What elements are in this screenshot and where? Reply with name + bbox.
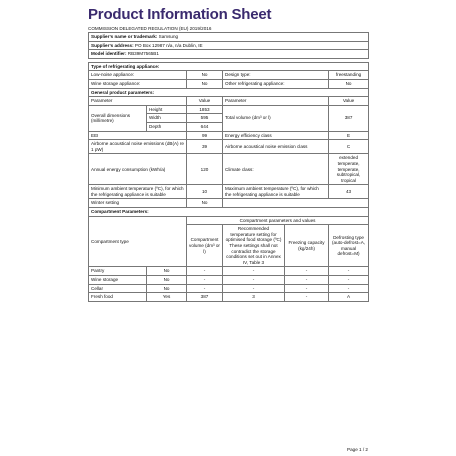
info-table	[88, 32, 369, 302]
noise-row	[89, 140, 369, 154]
wine-storage-value: No	[187, 79, 223, 88]
compartment-defrost: -	[329, 284, 369, 293]
compartment-defrost: -	[329, 276, 369, 285]
supplier-name-label: Supplier’s name or trademark:	[91, 34, 158, 39]
value-header: Value	[187, 97, 223, 106]
parameter-header-2: Parameter	[223, 97, 329, 106]
annual-energy-row	[89, 154, 369, 185]
width-label: Width	[147, 114, 187, 123]
other-appliance-label: Other refrigerating appliance:	[223, 79, 329, 88]
min-temp-value: 10	[187, 185, 223, 199]
energy-class-label: Energy efficiency class	[223, 131, 329, 140]
table-row	[89, 276, 369, 285]
compartment-volume: -	[187, 284, 223, 293]
eei-label: EEI	[89, 131, 187, 140]
height-row	[89, 105, 369, 114]
eei-value: 99	[187, 131, 223, 140]
compartment-temp: -	[223, 276, 285, 285]
compartment-group-row	[89, 216, 369, 225]
general-heading: General product parameters:	[89, 88, 369, 97]
noise-label: Airborne acoustical noise emissions (dB(A) re 1 pW)	[89, 140, 187, 154]
compartment-name: Pantry	[89, 267, 147, 276]
table-row	[89, 293, 369, 302]
noise-value: 39	[187, 140, 223, 154]
model-identifier-row	[89, 50, 369, 59]
recommended-temp-header: Recommended temperature setting for optimised food storage (ºC) These settings shall not contradict the storage conditions set out in Annex IV, Table 3	[223, 225, 285, 267]
page-title: Product Information Sheet	[88, 6, 272, 23]
empty-cell	[223, 199, 369, 208]
page-number: Page 1 / 2	[347, 447, 368, 452]
value-header-2: Value	[329, 97, 369, 106]
compartment-present: No	[147, 276, 187, 285]
type-heading: Type of refrigerating appliance:	[89, 62, 369, 71]
compartment-name: Fresh food	[89, 293, 147, 302]
compartment-present: No	[147, 284, 187, 293]
supplier-name-value: Samsung	[158, 34, 179, 39]
compartment-type-header: Compartment type	[89, 216, 187, 267]
annual-energy-value: 120	[187, 154, 223, 185]
compartment-volume-header: Compartment volume (dm³ or l)	[187, 225, 223, 267]
low-noise-row	[89, 71, 369, 80]
annual-energy-label: Annual energy consumption (kWh/a)	[89, 154, 187, 185]
winter-setting-value: No	[187, 199, 223, 208]
compartment-volume: -	[187, 276, 223, 285]
table-row	[89, 284, 369, 293]
parameter-header-row	[89, 97, 369, 106]
climate-class-value: extended temperate, temperate, subtropical, tropical	[329, 154, 369, 185]
climate-class-label: Climate class:	[223, 154, 329, 185]
eei-row	[89, 131, 369, 140]
winter-setting-label: Winter setting	[89, 199, 187, 208]
model-identifier-value: RB39M7565B1	[127, 51, 159, 57]
compartment-volume: 387	[187, 293, 223, 302]
max-temp-label: Maximum ambient temperature (ºC), for which the refrigerating appliance is suitable	[223, 185, 329, 199]
height-value: 1853	[187, 105, 223, 114]
ambient-temp-row	[89, 185, 369, 199]
compartment-name: Wine storage	[89, 276, 147, 285]
noise-class-value: C	[329, 140, 369, 154]
compartment-volume: -	[187, 267, 223, 276]
regulation-subtitle: COMMISSION DELEGATED REGULATION (EU) 2019/2016	[88, 26, 212, 31]
compartment-heading-row	[89, 208, 369, 217]
noise-class-label: Airborne acoustical noise emission class	[223, 140, 329, 154]
low-noise-label: Low-noise appliance:	[89, 71, 187, 80]
design-type-label: Design type:	[223, 71, 329, 80]
compartment-freezing: -	[285, 293, 329, 302]
supplier-name-row	[89, 33, 369, 42]
compartment-freezing: -	[285, 267, 329, 276]
dimensions-label: Overall dimensions (millimetre)	[89, 105, 147, 131]
compartment-present: No	[147, 267, 187, 276]
product-information-sheet	[88, 6, 368, 452]
compartment-name: Cellar	[89, 284, 147, 293]
max-temp-value: 43	[329, 185, 369, 199]
compartment-defrost: -	[329, 267, 369, 276]
supplier-address-row	[89, 41, 369, 50]
compartment-freezing: -	[285, 276, 329, 285]
table-row	[89, 267, 369, 276]
compartment-temp: -	[223, 284, 285, 293]
supplier-address-label: Supplier’s address:	[91, 42, 134, 48]
compartment-temp: 3	[223, 293, 285, 302]
min-temp-label: Minimum ambient temperature (ºC), for which the refrigerating appliance is suitable	[89, 185, 187, 199]
other-appliance-value: No	[329, 79, 369, 88]
compartment-defrost: A	[329, 293, 369, 302]
compartment-group-header: Compartment parameters and values	[187, 216, 369, 225]
total-volume-value: 387	[329, 105, 369, 131]
wine-storage-row	[89, 79, 369, 88]
depth-value: 644	[187, 122, 223, 131]
defrosting-type-header: Defrosting type (auto-defrost=A, manual defrost=M)	[329, 225, 369, 267]
compartment-present: Yes	[147, 293, 187, 302]
height-label: Height	[147, 105, 187, 114]
energy-class-value: E	[329, 131, 369, 140]
width-value: 595	[187, 114, 223, 123]
type-heading-row	[89, 62, 369, 71]
freezing-capacity-header: Freezing capacity (kg/24h)	[285, 225, 329, 267]
wine-storage-label: Wine storage appliance:	[89, 79, 187, 88]
model-identifier-label: Model identifier:	[91, 51, 127, 57]
parameter-header: Parameter	[89, 97, 187, 106]
compartment-heading: Compartment Parameters:	[89, 208, 369, 217]
compartment-freezing: -	[285, 284, 329, 293]
compartment-temp: -	[223, 267, 285, 276]
winter-setting-row	[89, 199, 369, 208]
total-volume-label: Total volume (dm³ or l)	[223, 105, 329, 131]
design-type-value: freestanding	[329, 71, 369, 80]
low-noise-value: No	[187, 71, 223, 80]
general-heading-row	[89, 88, 369, 97]
depth-label: Depth	[147, 122, 187, 131]
supplier-address-value: PO Box 12987 n/a, n/a Dublin, IE	[134, 42, 203, 48]
